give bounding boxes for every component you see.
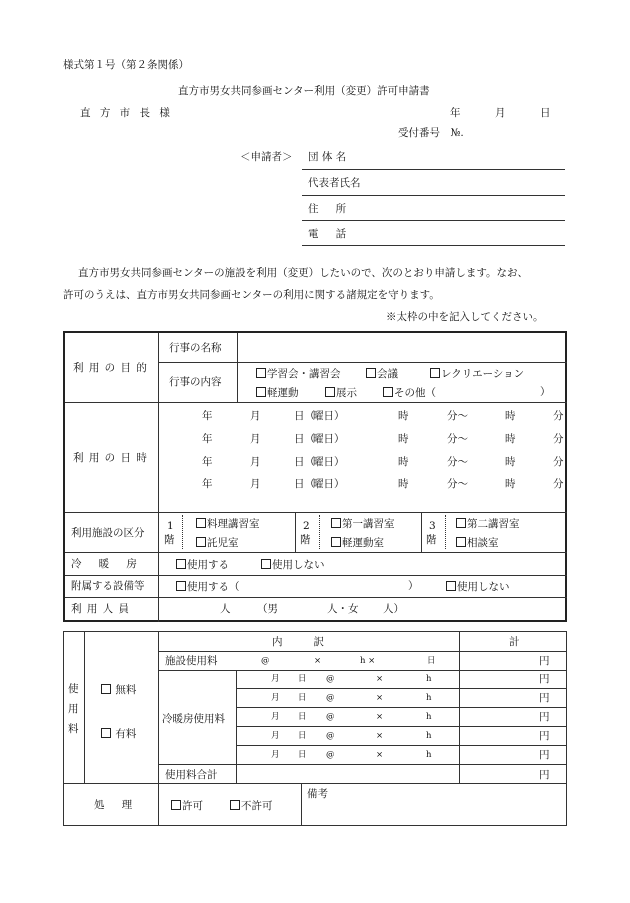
ac-row-1-cell: × (376, 674, 384, 684)
ac-row-1-cell: h (426, 674, 432, 684)
date-row-1-cell: 日（ (294, 410, 315, 422)
ac-row-1-cell: @ (326, 674, 335, 684)
event-name-label: 行事の名称 (169, 342, 222, 354)
ac-row-2-cell: × (376, 693, 384, 703)
ac-row-3-cell: @ (326, 712, 335, 722)
addressee: 直 方 市 長 様 (80, 107, 173, 119)
option-meeting[interactable]: 会議 (366, 368, 398, 380)
floor-1-number: 1 (167, 520, 174, 532)
date-row-2-cell: 時 (505, 433, 516, 445)
date-row-4-cell: 月 (250, 478, 261, 490)
ac-fee-label: 冷暖房使用料 (162, 713, 225, 725)
checkbox[interactable] (261, 559, 271, 569)
facility-hours: h × (360, 656, 376, 666)
ac-row-4-cell: @ (326, 731, 335, 741)
date-month: 月 (495, 107, 506, 119)
ac-row-2-cell: 月 (271, 693, 280, 703)
floor-2-kai: 階 (300, 534, 311, 546)
date-row-4-cell: 分～ (447, 478, 468, 490)
users-female: 人・女 (327, 603, 359, 615)
ac-row-2-cell: 日 (298, 693, 307, 703)
ac-row-5-cell: 月 (271, 750, 280, 760)
ac-use[interactable]: 使用する (176, 559, 229, 571)
date-row-3-cell: 分 (553, 456, 564, 468)
date-row-3-cell: 曜日） (313, 456, 345, 468)
date-row-2-cell: 日（ (294, 433, 315, 445)
ac-row-2-cell: @ (326, 693, 335, 703)
ac-row-1-cell: 月 (271, 674, 280, 684)
checkbox[interactable] (456, 537, 466, 547)
ac-row-3-cell: h (426, 712, 432, 722)
fee-free[interactable]: 無料 (101, 684, 136, 696)
ac-row-4-yen: 円 (539, 730, 550, 742)
equipment-close-paren: ） (408, 580, 419, 592)
equipment-use[interactable]: 使用する（ (176, 581, 240, 593)
date-row-3-cell: 月 (250, 456, 261, 468)
fee-label-1: 使 (68, 683, 79, 695)
total-fee-label: 使用料合計 (165, 769, 218, 781)
option-other[interactable]: その他（ (383, 387, 436, 399)
main-form (63, 331, 567, 622)
room-light-exercise[interactable]: 軽運動室 (331, 537, 384, 549)
purpose-label: 利 用 の 目 的 (73, 362, 148, 374)
ac-row-4-cell: h (426, 731, 432, 741)
date-row-2-cell: 分 (553, 433, 564, 445)
ac-row-5-cell: × (376, 750, 384, 760)
form-title: 直方市男女共同参画センター利用（変更）許可申請書 (178, 85, 430, 97)
checkbox[interactable] (456, 518, 466, 528)
date-row-3-cell: 時 (505, 456, 516, 468)
divider (302, 195, 565, 196)
date-row-1-cell: 年 (202, 410, 213, 422)
room-childcare[interactable]: 託児室 (196, 537, 239, 549)
date-day: 日 (540, 107, 551, 119)
checkbox[interactable] (331, 518, 341, 528)
room-lecture-1[interactable]: 第一講習室 (331, 518, 395, 530)
ac-row-5-cell: h (426, 750, 432, 760)
checkbox[interactable] (196, 537, 206, 547)
applicant-address: 住 所 (308, 203, 347, 215)
checkbox[interactable] (176, 581, 186, 591)
users-end: 人） (383, 603, 404, 615)
intro-line-1: 直方市男女共同参画センターの施設を利用（変更）したいので、次のとおり申請します。なお、 (78, 267, 529, 279)
checkbox[interactable] (383, 387, 393, 397)
facility-days: 日 (427, 656, 436, 666)
date-row-2-cell: 時 (398, 433, 409, 445)
users-male: （男 (257, 603, 278, 615)
ac-row-4-cell: 月 (271, 731, 280, 741)
ac-row-3-cell: × (376, 712, 384, 722)
ac-row-5-cell: @ (326, 750, 335, 760)
floor-1-kai: 階 (164, 534, 175, 546)
date-row-3-cell: 日（ (294, 456, 315, 468)
ac-row-1-yen: 円 (539, 673, 550, 685)
option-light-exercise[interactable]: 軽運動 (256, 387, 299, 399)
date-row-4-cell: 曜日） (313, 478, 345, 490)
facility-label: 利用施設の区分 (71, 527, 145, 539)
date-row-2-cell: 年 (202, 433, 213, 445)
checkbox[interactable] (366, 368, 376, 378)
ac-row-4-cell: × (376, 731, 384, 741)
checkbox[interactable] (171, 800, 181, 810)
total-yen: 円 (539, 769, 550, 781)
event-content-label: 行事の内容 (169, 376, 222, 388)
ac-label: 冷 暖 房 (71, 558, 137, 570)
option-study-session[interactable]: 学習会・講習会 (256, 368, 341, 380)
date-row-1-cell: 曜日） (313, 410, 345, 422)
fee-label-2: 用 (68, 703, 79, 715)
ac-nouse[interactable]: 使用しない (261, 559, 325, 571)
applicant-label: ＜申請者＞ (240, 151, 293, 163)
form-number: 様式第１号（第２条関係） (63, 59, 189, 71)
checkbox[interactable] (101, 684, 111, 694)
date-row-1-cell: 時 (398, 410, 409, 422)
date-row-2-cell: 曜日） (313, 433, 345, 445)
date-row-4-cell: 時 (505, 478, 516, 490)
ac-row-3-cell: 日 (298, 712, 307, 722)
date-year: 年 (450, 107, 461, 119)
checkbox[interactable] (331, 537, 341, 547)
process-deny[interactable]: 不許可 (230, 800, 273, 812)
date-row-1-cell: 月 (250, 410, 261, 422)
date-label: 利 用 の 日 時 (73, 452, 148, 464)
date-row-4-cell: 日（ (294, 478, 315, 490)
checkbox[interactable] (101, 728, 111, 738)
equipment-nouse[interactable]: 使用しない (446, 581, 510, 593)
date-row-2-cell: 月 (250, 433, 261, 445)
ac-row-3-yen: 円 (539, 711, 550, 723)
facility-yen: 円 (539, 655, 550, 667)
facility-times: × (314, 656, 322, 666)
process-permit[interactable]: 許可 (171, 800, 203, 812)
date-row-4-cell: 時 (398, 478, 409, 490)
ac-row-2-yen: 円 (539, 692, 550, 704)
date-row-4-cell: 分 (553, 478, 564, 490)
date-row-4-cell: 年 (202, 478, 213, 490)
floor-3-number: 3 (429, 520, 436, 532)
ac-row-5-cell: 日 (298, 750, 307, 760)
floor-2-number: 2 (303, 520, 310, 532)
intro-line-2: 許可のうえは、直方市男女共同参画センターの利用に関する諸規定を守ります。 (63, 289, 440, 301)
date-row-2-cell: 分～ (447, 433, 468, 445)
facility-fee-label: 施設使用料 (165, 655, 218, 667)
checkbox[interactable] (430, 368, 440, 378)
remarks-label: 備考 (307, 788, 328, 800)
checkbox[interactable] (256, 387, 266, 397)
checkbox[interactable] (325, 387, 335, 397)
ac-row-2-cell: h (426, 693, 432, 703)
fee-paid[interactable]: 有料 (101, 728, 136, 740)
date-row-1-cell: 分～ (447, 410, 468, 422)
applicant-phone: 電 話 (308, 228, 347, 240)
fee-label-3: 料 (68, 723, 79, 735)
divider (302, 245, 565, 246)
divider (302, 169, 565, 170)
equipment-label: 附属する設備等 (71, 580, 145, 592)
option-exhibition[interactable]: 展示 (325, 387, 357, 399)
date-row-1-cell: 時 (505, 410, 516, 422)
option-recreation[interactable]: レクリエーション (430, 368, 524, 380)
checkbox[interactable] (446, 581, 456, 591)
other-close-paren: ） (540, 386, 551, 398)
users-label: 利 用 人 員 (71, 603, 131, 615)
checkbox[interactable] (230, 800, 240, 810)
ac-row-5-yen: 円 (539, 749, 550, 761)
ac-row-4-cell: 日 (298, 731, 307, 741)
floor-3-kai: 階 (426, 534, 437, 546)
fee-table (63, 631, 567, 826)
receipt-number: 受付番号 №. (398, 127, 464, 139)
applicant-representative: 代表者氏名 (308, 177, 361, 189)
date-row-1-cell: 分 (553, 410, 564, 422)
process-label: 処 理 (94, 799, 133, 811)
divider (302, 220, 565, 221)
facility-at: @ (261, 656, 270, 666)
breakdown-header: 内 訳 (272, 636, 325, 648)
checkbox[interactable] (256, 368, 266, 378)
total-header: 計 (509, 636, 520, 648)
date-row-3-cell: 分～ (447, 456, 468, 468)
users-people: 人 (220, 603, 231, 615)
room-cooking[interactable]: 料理講習室 (196, 518, 260, 530)
fill-note: ※太枠の中を記入してください。 (386, 311, 544, 323)
applicant-org-name: 団 体 名 (308, 151, 347, 163)
room-lecture-2[interactable]: 第二講習室 (456, 518, 520, 530)
ac-row-3-cell: 月 (271, 712, 280, 722)
date-row-3-cell: 時 (398, 456, 409, 468)
checkbox[interactable] (196, 518, 206, 528)
checkbox[interactable] (176, 559, 186, 569)
date-row-3-cell: 年 (202, 456, 213, 468)
ac-row-1-cell: 日 (298, 674, 307, 684)
room-consultation[interactable]: 相談室 (456, 537, 499, 549)
